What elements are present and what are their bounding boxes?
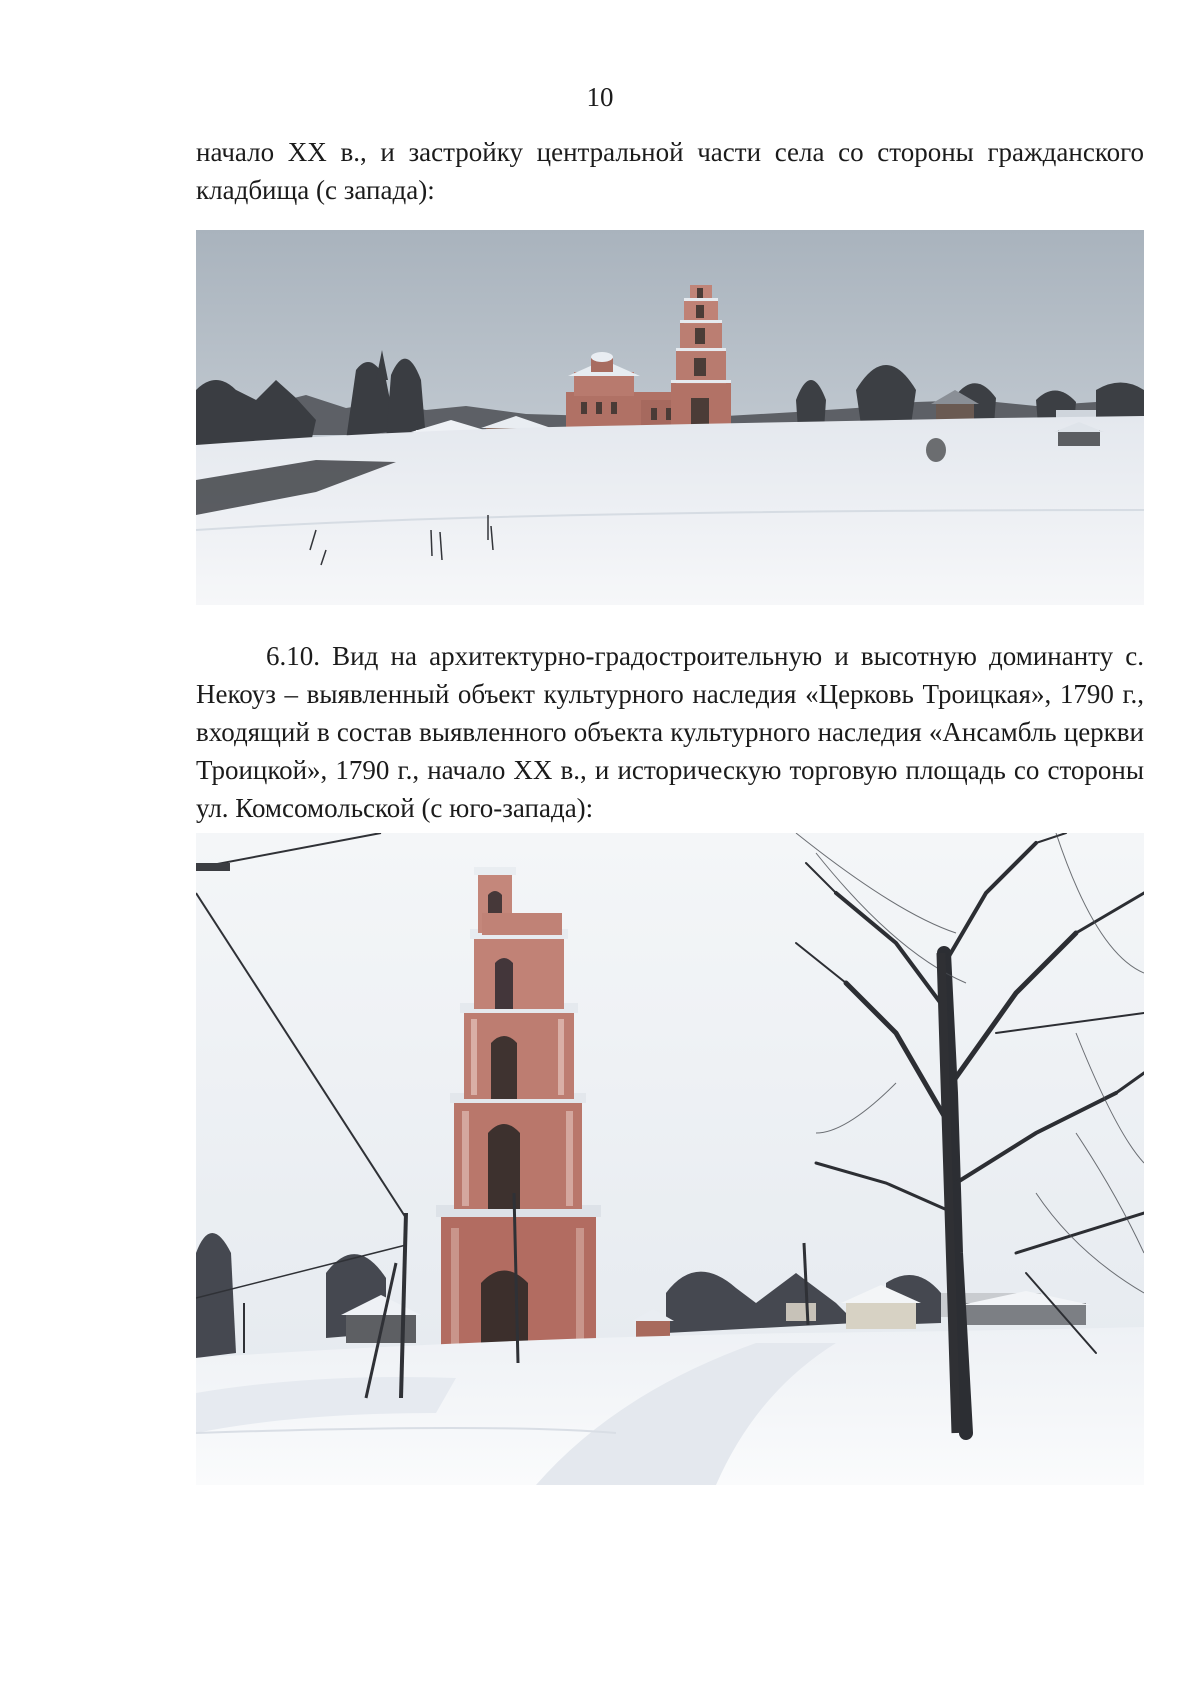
item-6-10-paragraph: 6.10. Вид на архитектурно-градостроительную и высотную доминанту с. Некоуз – выявленный объект культурного наследия «Церковь Троицкая», 1790 г., входящий в состав выявленного объекта культурного наследия «Ансамбль церкви Троицкой», 1790 г., начало XX в., и историческую торговую площадь со стороны ул. Комсомольской (с юго-запада): [196, 641, 1144, 823]
page-number: 10 [586, 82, 614, 112]
intro-paragraph: начало XX в., и застройку центральной части села со стороны гражданского кладбища (с запада): [196, 137, 1144, 205]
photo-bell-tower-from-southwest-image [196, 833, 1144, 1485]
photo-church-from-west [196, 230, 1144, 605]
photo-bell-tower-from-southwest [196, 833, 1144, 1485]
photo-church-from-west-image [196, 230, 1144, 605]
